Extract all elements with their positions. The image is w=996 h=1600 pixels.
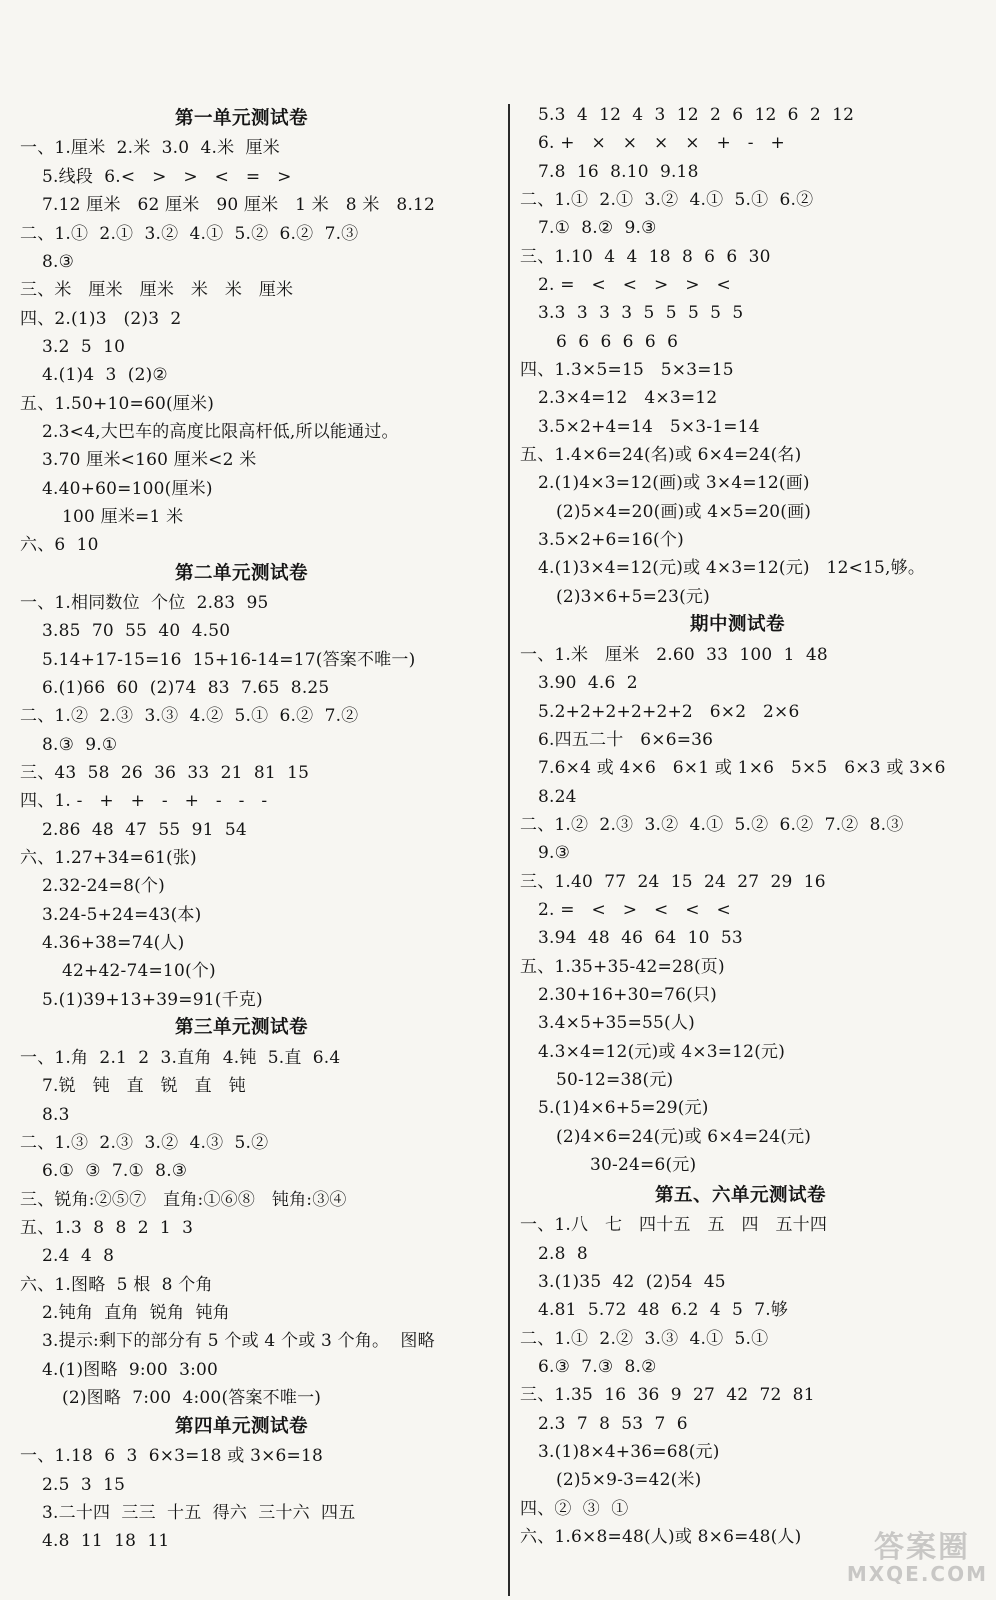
answer-line: 3.5×2+4=14 5×3-1=14 (538, 417, 760, 437)
answer-line: (2)5×9-3=42(米) (556, 1470, 702, 1490)
answer-line: 2.86 48 47 55 91 54 (42, 820, 247, 840)
watermark-big-text: 答案圈 (874, 1530, 970, 1565)
answer-line: 4.(1)4 3 (2)② (42, 365, 168, 385)
answer-line: 100 厘米=1 米 (62, 507, 184, 527)
watermark-logo (828, 1522, 988, 1592)
answer-line: 二、1.① 2.② 3.③ 4.① 5.① (520, 1329, 769, 1349)
answer-line: (2)3×6+5=23(元) (556, 587, 710, 607)
answer-line: 2.钝角 直角 锐角 钝角 (42, 1303, 230, 1323)
answer-line: 3.24-5+24=43(本) (42, 905, 202, 925)
answer-line: (2)5×4=20(画)或 4×5=20(画) (556, 502, 812, 522)
answer-line: 3.94 48 46 64 10 53 (538, 928, 743, 948)
answer-line: 2.5 3 15 (42, 1475, 126, 1495)
answer-line: 6.(1)66 60 (2)74 83 7.65 8.25 (42, 678, 330, 698)
answer-line: 6.① ③ 7.① 8.③ (42, 1161, 188, 1181)
section-heading: 第五、六单元测试卷 (655, 1185, 827, 1206)
answer-line: 三、1.10 4 4 18 8 6 6 30 (520, 247, 771, 267)
answer-line: 3.5×2+6=16(个) (538, 530, 684, 550)
answer-line: 2.3<4,大巴车的高度比限高杆低,所以能通过。 (42, 422, 399, 442)
answer-line: 4.36+38=74(人) (42, 933, 185, 953)
answer-line: 一、1.角 2.1 2 3.直角 4.钝 5.直 6.4 (20, 1048, 341, 1068)
answer-line: 二、1.③ 2.③ 3.② 4.③ 5.② (20, 1133, 269, 1153)
answer-line: 一、1.厘米 2.米 3.0 4.米 厘米 (20, 138, 280, 158)
answer-line: 4.81 5.72 48 6.2 4 5 7.够 (538, 1300, 789, 1320)
answer-line: 六、1.6×8=48(人)或 8×6=48(人) (520, 1527, 802, 1547)
answer-line: (2)图略 7:00 4:00(答案不唯一) (62, 1388, 322, 1408)
answer-line: 4.(1)图略 9:00 3:00 (42, 1360, 219, 1380)
answer-line: 7.① 8.② 9.③ (538, 218, 657, 238)
answer-line: 7.8 16 8.10 9.18 (538, 162, 699, 182)
answer-line: 3.二十四 三三 十五 得六 三十六 四五 (42, 1503, 356, 1523)
answer-line: 3.3 3 3 3 5 5 5 5 5 (538, 303, 744, 323)
answer-line: 三、米 厘米 厘米 米 米 厘米 (20, 280, 294, 300)
answer-line: 5.(1)39+13+39=91(千克) (42, 990, 263, 1010)
answer-line: 6 6 6 6 6 6 (556, 332, 679, 352)
answer-line: 50-12=38(元) (556, 1070, 674, 1090)
answer-line: 一、1.米 厘米 2.60 33 100 1 48 (520, 645, 828, 665)
answer-line: 6. + × × × × + - + (538, 133, 785, 153)
answer-line: 5.2+2+2+2+2+2 6×2 2×6 (538, 702, 800, 722)
answer-line: 3.70 厘米<160 厘米<2 米 (42, 450, 257, 470)
answer-line: 三、1.35 16 36 9 27 42 72 81 (520, 1385, 815, 1405)
answer-line: 四、2.(1)3 (2)3 2 (20, 309, 182, 329)
answer-line: 30-24=6(元) (590, 1155, 697, 1175)
answer-line: 2.32-24=8(个) (42, 876, 165, 896)
answer-line: 3.(1)35 42 (2)54 45 (538, 1272, 726, 1292)
answer-line: 六、6 10 (20, 535, 99, 555)
answer-line: 3.2 5 10 (42, 337, 126, 357)
answer-line: 4.3×4=12(元)或 4×3=12(元) (538, 1042, 786, 1062)
answer-line: 4.8 11 18 11 (42, 1531, 170, 1551)
answer-line: 一、1.18 6 3 6×3=18 或 3×6=18 (20, 1446, 324, 1466)
section-heading: 第一单元测试卷 (175, 108, 309, 129)
answer-line: 六、1.图略 5 根 8 个角 (20, 1275, 213, 1295)
answer-line: 三、1.40 77 24 15 24 27 29 16 (520, 872, 826, 892)
answer-line: 四、② ③ ① (520, 1499, 629, 1519)
answer-line: 2.8 8 (538, 1244, 588, 1264)
answer-line: 3.提示:剩下的部分有 5 个或 4 个或 3 个角。 图略 (42, 1331, 435, 1351)
answer-line: 2.30+16+30=76(只) (538, 985, 717, 1005)
answer-line: 2. = < < > > < (538, 275, 731, 295)
answer-line: 3.4×5+35=55(人) (538, 1013, 695, 1033)
answer-line: 8.③ (42, 252, 75, 272)
answer-line: 5.(1)4×6+5=29(元) (538, 1098, 709, 1118)
answer-line: 五、1.50+10=60(厘米) (20, 394, 215, 414)
answer-line: (2)4×6=24(元)或 6×4=24(元) (556, 1127, 812, 1147)
answer-line: 8.③ 9.① (42, 735, 118, 755)
answer-line: 8.24 (538, 787, 577, 807)
answer-line: 三、43 58 26 36 33 21 81 15 (20, 763, 310, 783)
answer-line: 7.6×4 或 4×6 6×1 或 1×6 5×5 6×3 或 3×6 (538, 758, 946, 778)
answer-line: 5.14+17-15=16 15+16-14=17(答案不唯一) (42, 650, 416, 670)
answer-line: 4.40+60=100(厘米) (42, 479, 213, 499)
answer-line: 五、1.4×6=24(名)或 6×4=24(名) (520, 445, 802, 465)
answer-line: 二、1.① 2.① 3.② 4.① 5.② 6.② 7.③ (20, 224, 359, 244)
answer-line: 五、1.3 8 8 2 1 3 (20, 1218, 194, 1238)
answer-line: 9.③ (538, 843, 571, 863)
answer-line: 2.3×4=12 4×3=12 (538, 388, 718, 408)
answer-line: 二、1.① 2.① 3.② 4.① 5.① 6.② (520, 190, 814, 210)
answer-line: 一、1.八 七 四十五 五 四 五十四 (520, 1215, 828, 1235)
answer-line: 二、1.② 2.③ 3.③ 4.② 5.① 6.② 7.② (20, 706, 359, 726)
answer-line: 3.85 70 55 40 4.50 (42, 621, 231, 641)
section-heading: 第二单元测试卷 (175, 563, 309, 584)
column-divider (508, 104, 510, 1596)
answer-line: 5.线段 6.< > > < = > (42, 167, 292, 187)
answer-line: 42+42-74=10(个) (62, 961, 216, 981)
section-heading: 第三单元测试卷 (175, 1017, 309, 1038)
answer-line: 四、1.3×5=15 5×3=15 (520, 360, 734, 380)
answer-line: 3.90 4.6 2 (538, 673, 638, 693)
answer-line: 3.(1)8×4+36=68(元) (538, 1442, 720, 1462)
answer-line: 2.3 7 8 53 7 6 (538, 1414, 688, 1434)
answer-line: 2.4 4 8 (42, 1246, 115, 1266)
answer-line: 一、1.相同数位 个位 2.83 95 (20, 593, 269, 613)
answer-line: 2.(1)4×3=12(画)或 3×4=12(画) (538, 473, 810, 493)
watermark-small-text: MXQE.COM (846, 1562, 988, 1586)
answer-line: 五、1.35+35-42=28(页) (520, 957, 725, 977)
answer-line: 2. = < > < < < (538, 900, 731, 920)
answer-line: 6.③ 7.③ 8.② (538, 1357, 657, 1377)
answer-line: 三、锐角:②⑤⑦ 直角:①⑥⑧ 钝角:③④ (20, 1190, 347, 1210)
answer-line: 8.3 (42, 1105, 70, 1125)
answer-line: 二、1.② 2.③ 3.② 4.① 5.② 6.② 7.② 8.③ (520, 815, 904, 835)
answer-line: 4.(1)3×4=12(元)或 4×3=12(元) 12<15,够。 (538, 558, 926, 578)
answer-line: 5.3 4 12 4 3 12 2 6 12 6 2 12 (538, 105, 855, 125)
answer-line: 六、1.27+34=61(张) (20, 848, 197, 868)
section-heading: 期中测试卷 (690, 614, 786, 635)
answer-line: 7.12 厘米 62 厘米 90 厘米 1 米 8 米 8.12 (42, 195, 436, 215)
answer-line: 四、1. - + + - + - - - (20, 791, 268, 811)
section-heading: 第四单元测试卷 (175, 1416, 309, 1437)
answer-line: 6.四五二十 6×6=36 (538, 730, 714, 750)
answer-line: 7.锐 钝 直 锐 直 钝 (42, 1076, 246, 1096)
